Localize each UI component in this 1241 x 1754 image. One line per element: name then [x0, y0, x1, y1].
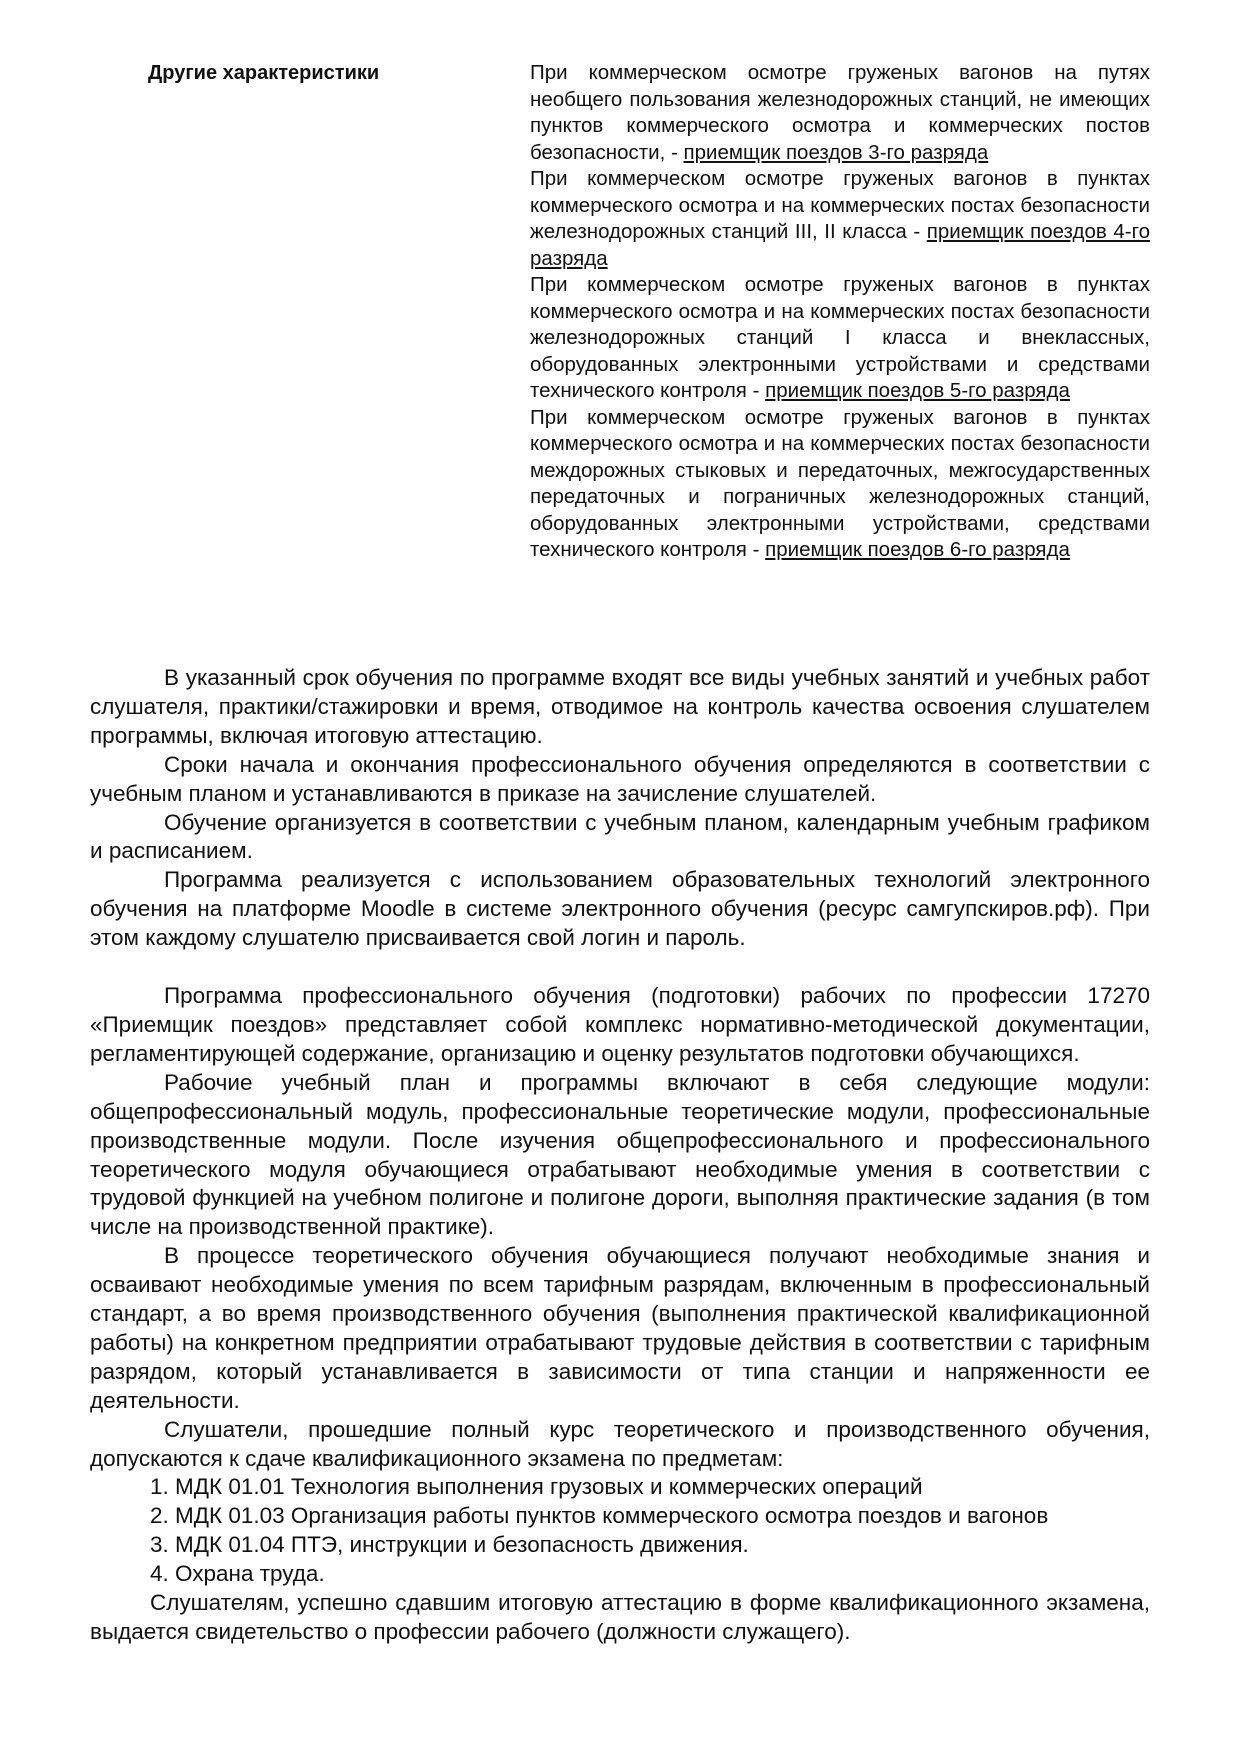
grade-link: приемщик поездов 5-го разряда: [765, 379, 1070, 402]
grade-link: приемщик поездов 6-го разряда: [765, 538, 1070, 561]
exam-subject: 2. МДК 01.03 Организация работы пунктов коммерческого осмотра поездов и вагонов: [150, 1503, 1049, 1529]
paragraph: В указанный срок обучения по программе входят все виды учебных занятий и учебных работ слушателя, практики/стажировки и время, отводимое на контроль качества освоения слушателем программы, включая итоговую аттестацию.: [90, 665, 1150, 748]
characteristic-text: При коммерческом осмотре груженых вагонов в пунктах коммерческого осмотра и на коммерческих постах безопасности междорожных стыковых и передаточных, межгосударственных передаточных и пограничных железнодорожных станций, оборудованных электронными устройствами, средствами технического контроля -: [530, 405, 1150, 561]
exam-subject: 4. Охрана труда.: [150, 1561, 325, 1587]
characteristics-text: [530, 60, 1150, 564]
characteristic-text: При коммерческом осмотре груженых вагонов в пунктах коммерческого осмотра и на коммерческих постах безопасности железнодорожных станций III, II класса -: [530, 167, 1150, 243]
characteristic-item: [530, 166, 1150, 272]
characteristic-item: [530, 272, 1150, 405]
paragraph: Программа профессионального обучения (подготовки) рабочих по профессии 17270 «Приемщик поездов» представляет собой комплекс нормативно-методической документации, регламентирующей содержание, организацию и оценку результатов подготовки обучающихся.: [90, 983, 1150, 1066]
paragraph: Слушатели, прошедшие полный курс теоретического и производственного обучения, допускаются к сдаче квалификационного экзамена по предметам:: [90, 1416, 1150, 1471]
spacer: [90, 953, 1150, 982]
characteristic-item: [530, 60, 1150, 166]
characteristics-row: [148, 60, 1150, 564]
exam-subject: 1. МДК 01.01 Технология выполнения грузовых и коммерческих операций: [150, 1474, 923, 1500]
characteristic-item: [530, 405, 1150, 564]
grade-link: приемщик поездов 3-го разряда: [683, 140, 989, 164]
paragraph: Рабочие учебный план и программы включают в себя следующие модули: общепрофессиональный модуль, профессиональные теоретические модули, профессиональные производственные модули. После изучения общепрофессионального и профессионального теоретического модуля обучающиеся отрабатывают необходимые умения в соответствии с трудовой функцией на учебном полигоне и полигоне дороги, выполняя практические задания (в том числе на производственной практике).: [90, 1069, 1150, 1240]
exam-subject: 3. МДК 01.04 ПТЭ, инструкции и безопасность движения.: [150, 1532, 749, 1558]
characteristic-text: При коммерческом осмотре груженых вагонов в пунктах коммерческого осмотра и на коммерческих постах безопасности железнодорожных станций I класса и внеклассных, оборудованных электронными устройствами и средствами технического контроля -: [530, 273, 1150, 402]
paragraph: Программа реализуется с использованием образовательных технологий электронного обучения на платформе Moodle в системе электронного обучения (ресурс самгупскиров.рф). При этом каждому слушателю присваивается свой логин и пароль.: [90, 867, 1150, 951]
paragraph: Сроки начала и окончания профессионального обучения определяются в соответствии с учебным планом и устанавливаются в приказе на зачисление слушателей.: [90, 751, 1150, 806]
closing-paragraph: Слушателям, успешно сдавшим итоговую аттестацию в форме квалификационного экзамена, выдается свидетельство о профессии рабочего (должности служащего).: [90, 1590, 1150, 1644]
characteristics-label: Другие характеристики: [148, 62, 380, 84]
document-body: [90, 664, 1150, 1647]
paragraph: Обучение организуется в соответствии с учебным планом, календарным учебным графиком и расписанием.: [90, 809, 1150, 864]
characteristic-text: При коммерческом осмотре груженых вагонов на путях необщего пользования железнодорожных станций, не имеющих пунктов коммерческого осмотра и коммерческих постов безопасности, -: [530, 61, 1150, 164]
grade-link: приемщик поездов 4-го разряда: [530, 220, 1150, 270]
paragraph: В процессе теоретического обучения обучающиеся получают необходимые знания и осваивают необходимые умения по всем тарифным разрядам, включенным в профессиональный стандарт, а во время производственного обучения (выполнения практической квалификационной работы) на конкретном предприятии отрабатывают трудовые действия в соответствии с тарифным разрядом, который устанавливается в зависимости от типа станции и напряженности ее деятельности.: [90, 1243, 1150, 1413]
